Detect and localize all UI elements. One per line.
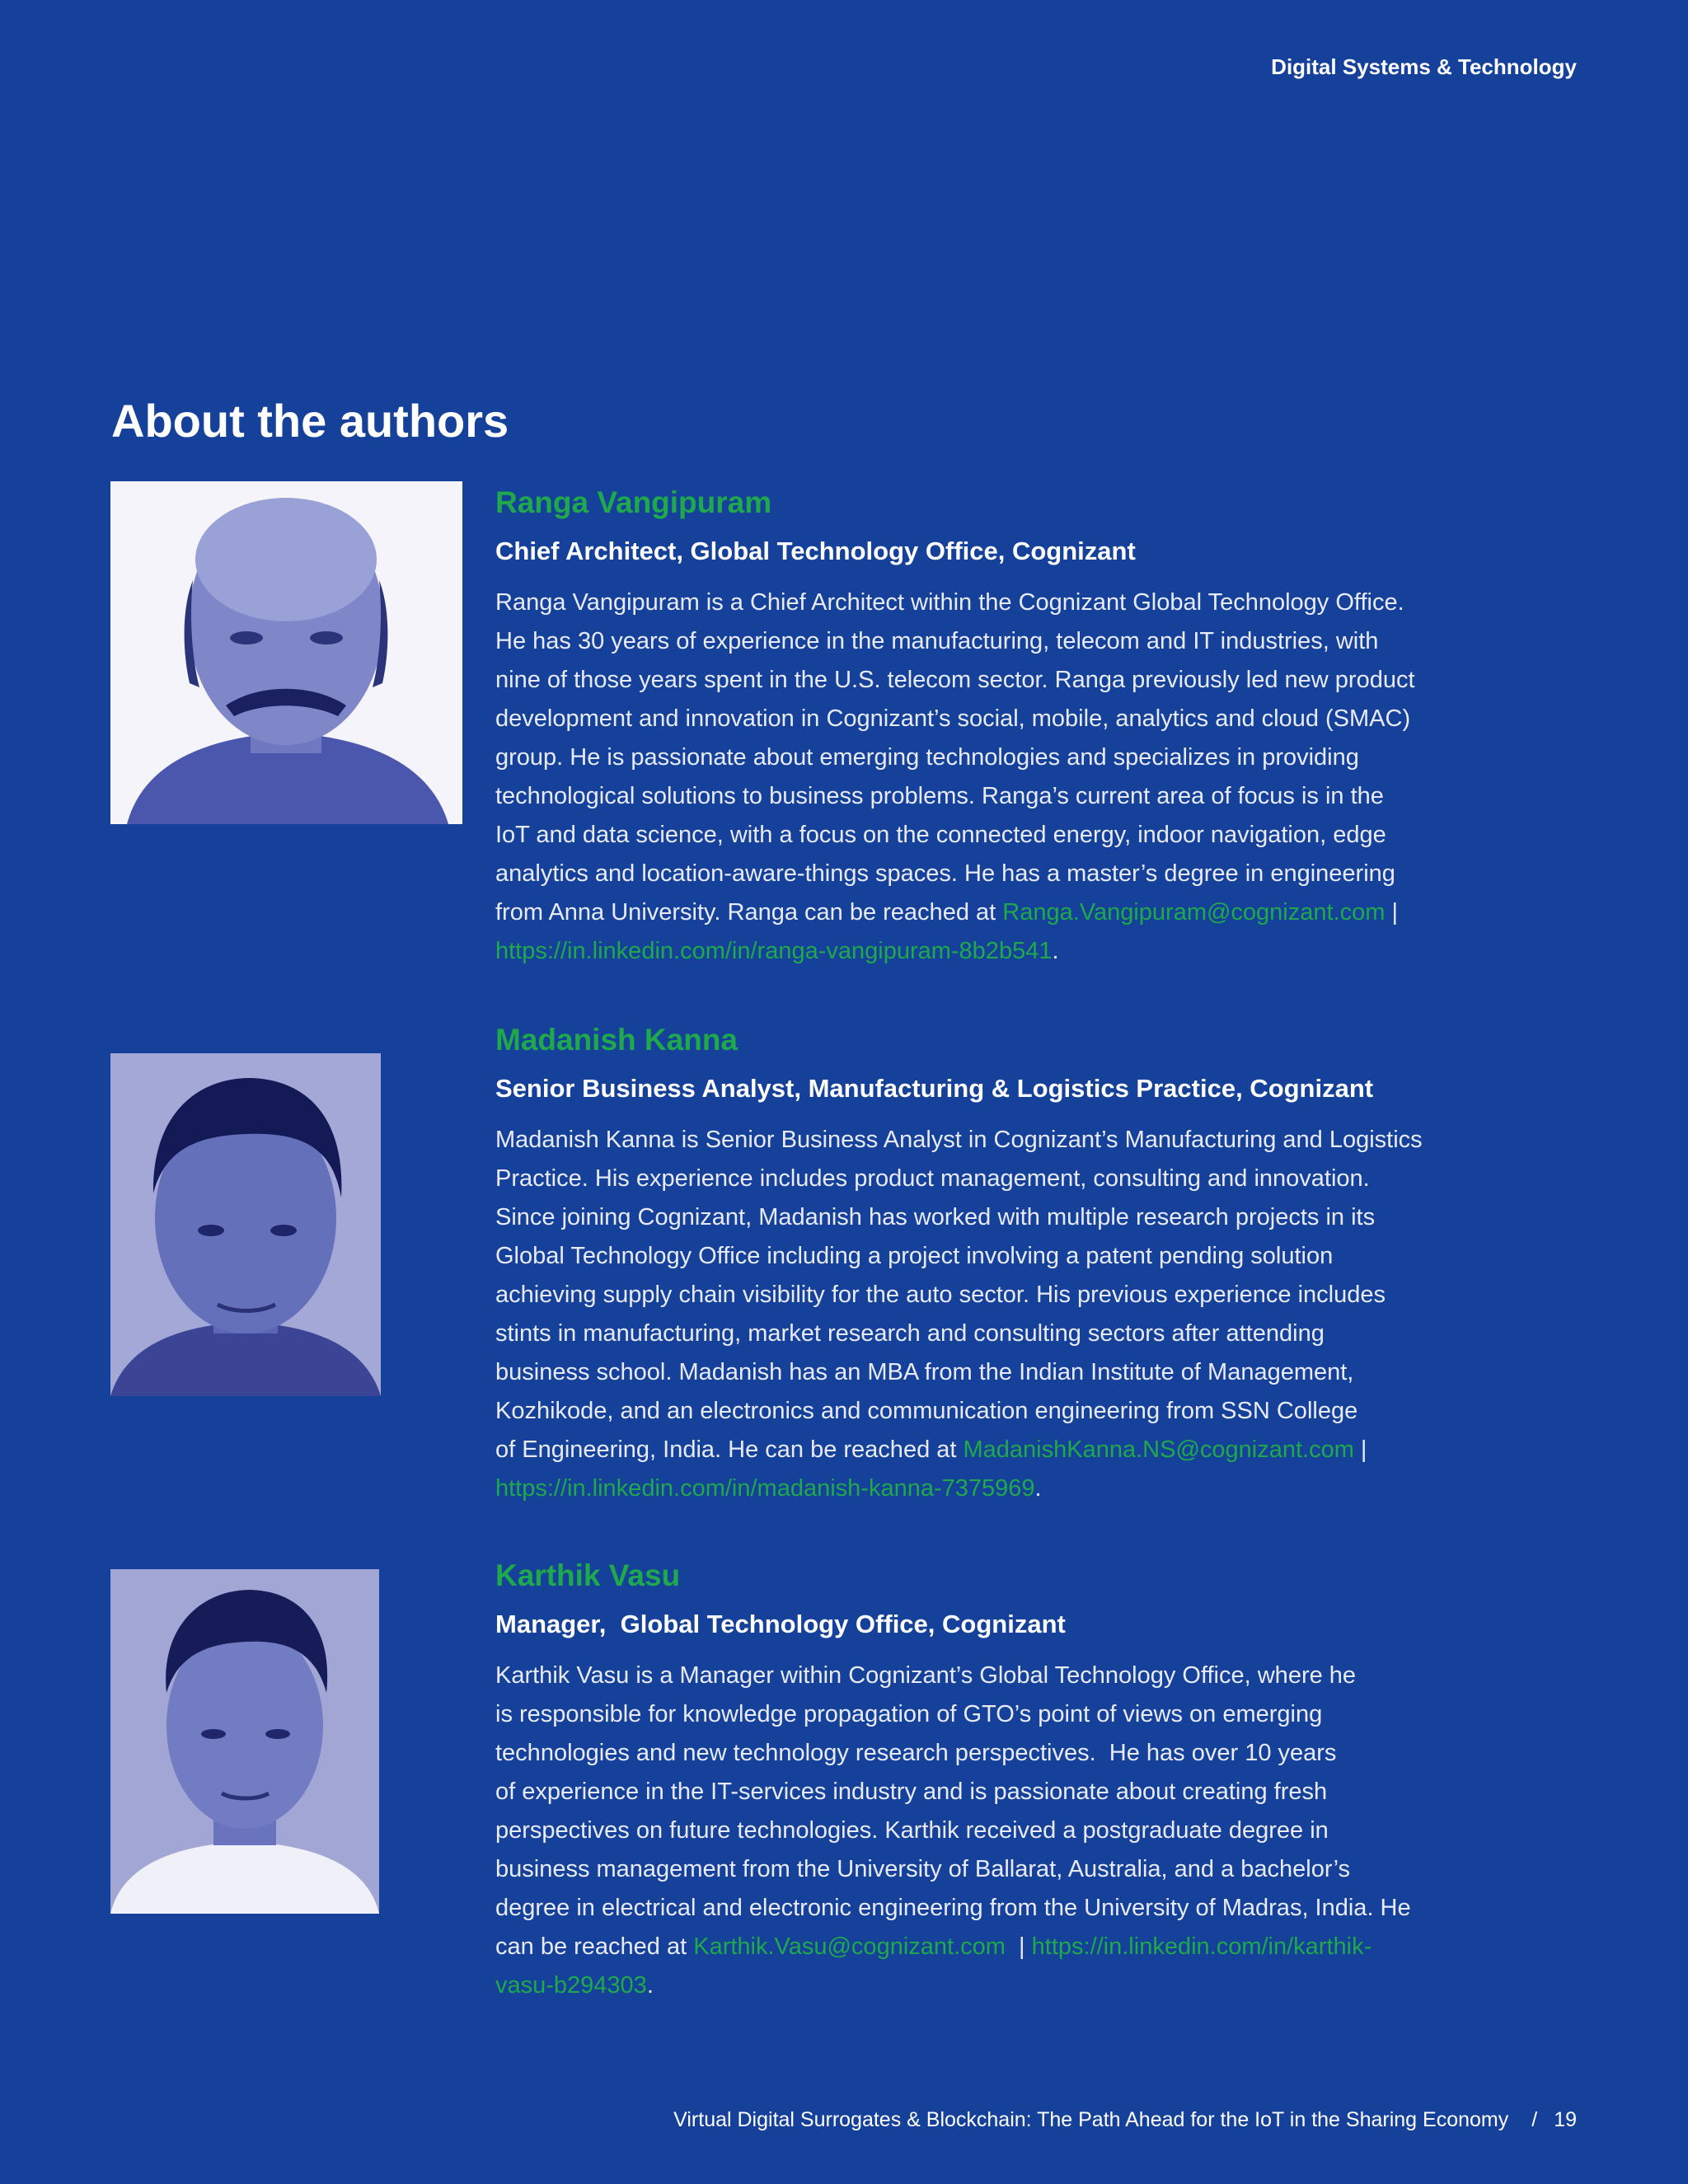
bio-line: group. He is passionate about emerging technologies and specializes in providing (495, 744, 1359, 771)
bio-line: nine of those years spent in the U.S. telecom sector. Ranga previously led new product (495, 667, 1415, 693)
sentence-end: . (646, 1972, 654, 1999)
page-footer (673, 2108, 1577, 2132)
footer-separator: / (1531, 2108, 1538, 2131)
bio-line (495, 893, 1493, 932)
bio-line: degree in electrical and electronic engineering from the University of Madras, India. He (495, 1895, 1411, 1921)
email-link[interactable]: MadanishKanna.NS@cognizant.com (963, 1436, 1354, 1463)
linkedin-link[interactable]: https://in.linkedin.com/in/ranga-vangipuram-8b2b541 (495, 938, 1053, 964)
portrait-image (110, 1569, 379, 1914)
email-link[interactable]: Karthik.Vasu@cognizant.com (693, 1933, 1006, 1960)
author-photo-madanish (110, 1053, 381, 1396)
bio-line: He has 30 years of experience in the manufacturing, telecom and IT industries, with (495, 628, 1379, 654)
link-separator: | (1385, 899, 1398, 926)
reach-text: can be reached at (495, 1933, 694, 1960)
bio-line: perspectives on future technologies. Karthik received a postgraduate degree in (495, 1817, 1329, 1844)
bio-line: business school. Madanish has an MBA from the Indian Institute of Management, (495, 1359, 1354, 1385)
sentence-end: . (1034, 1475, 1042, 1502)
author-name: Ranga Vangipuram (495, 485, 772, 519)
bio-line: Kozhikode, and an electronics and communication engineering from SSN College (495, 1398, 1358, 1424)
reach-text: of Engineering, India. He can be reached at (495, 1436, 964, 1463)
author-bio (495, 1657, 1493, 2005)
link-separator: | (1005, 1933, 1032, 1960)
bio-line: Practice. His experience includes product management, consulting and innovation. (495, 1165, 1370, 1192)
author-role: Manager, Global Technology Office, Cognizant (495, 1610, 1066, 1638)
bio-line: analytics and location-aware-things spaces. He has a master’s degree in engineering (495, 860, 1395, 887)
author-role: Chief Architect, Global Technology Office, Cognizant (495, 537, 1136, 565)
author-photo-karthik (110, 1569, 379, 1914)
page-number: 19 (1554, 2108, 1577, 2131)
bio-line (495, 1928, 1493, 1966)
footer-title: Virtual Digital Surrogates & Blockchain: The Path Ahead for the IoT in the Sharing Economy (673, 2108, 1509, 2131)
bio-line: Global Technology Office including a project involving a patent pending solution (495, 1243, 1334, 1269)
bio-line (495, 1431, 1493, 1469)
portrait-image (110, 481, 462, 824)
bio-line: stints in manufacturing, market research and consulting sectors after attending (495, 1320, 1325, 1347)
bio-line: development and innovation in Cognizant’s social, mobile, analytics and cloud (SMAC) (495, 705, 1411, 732)
portrait-image (110, 1053, 381, 1396)
bio-line: is responsible for knowledge propagation of GTO’s point of views on emerging (495, 1701, 1323, 1727)
bio-line: Since joining Cognizant, Madanish has worked with multiple research projects in its (495, 1204, 1376, 1230)
author-photo-ranga (110, 481, 462, 824)
bio-line (495, 932, 1493, 971)
bio-line: technologies and new technology research perspectives. He has over 10 years (495, 1740, 1337, 1766)
bio-line: Ranga Vangipuram is a Chief Architect within the Cognizant Global Technology Office. (495, 589, 1404, 616)
link-separator: | (1353, 1436, 1367, 1463)
page-title: About the authors (111, 395, 509, 447)
linkedin-link-continued[interactable]: vasu-b294303 (495, 1972, 647, 1999)
email-link[interactable]: Ranga.Vangipuram@cognizant.com (1002, 899, 1386, 926)
reach-text: from Anna University. Ranga can be reached at (495, 899, 1003, 926)
bio-line: Madanish Kanna is Senior Business Analyst in Cognizant’s Manufacturing and Logistics (495, 1127, 1423, 1153)
bio-line: of experience in the IT-services industry and is passionate about creating fresh (495, 1779, 1328, 1805)
bio-line: Karthik Vasu is a Manager within Cognizant’s Global Technology Office, where he (495, 1662, 1357, 1689)
author-name: Madanish Kanna (495, 1023, 738, 1057)
header-brand: Digital Systems & Technology (1271, 54, 1577, 79)
author-bio (495, 1121, 1493, 1508)
linkedin-link[interactable]: https://in.linkedin.com/in/karthik- (1031, 1933, 1372, 1960)
author-name: Karthik Vasu (495, 1558, 681, 1592)
bio-line: technological solutions to business problems. Ranga’s current area of focus is in the (495, 783, 1384, 809)
bio-line: IoT and data science, with a focus on the connected energy, indoor navigation, edge (495, 822, 1386, 848)
bio-line: achieving supply chain visibility for the auto sector. His previous experience includes (495, 1282, 1386, 1308)
author-bio (495, 583, 1493, 971)
bio-line: business management from the University of Ballarat, Australia, and a bachelor’s (495, 1856, 1351, 1882)
bio-line (495, 1966, 1493, 2005)
linkedin-link[interactable]: https://in.linkedin.com/in/madanish-kanna-7375969 (495, 1475, 1035, 1502)
author-role: Senior Business Analyst, Manufacturing & Logistics Practice, Cognizant (495, 1074, 1374, 1103)
sentence-end: . (1052, 938, 1059, 964)
bio-line (495, 1469, 1493, 1508)
